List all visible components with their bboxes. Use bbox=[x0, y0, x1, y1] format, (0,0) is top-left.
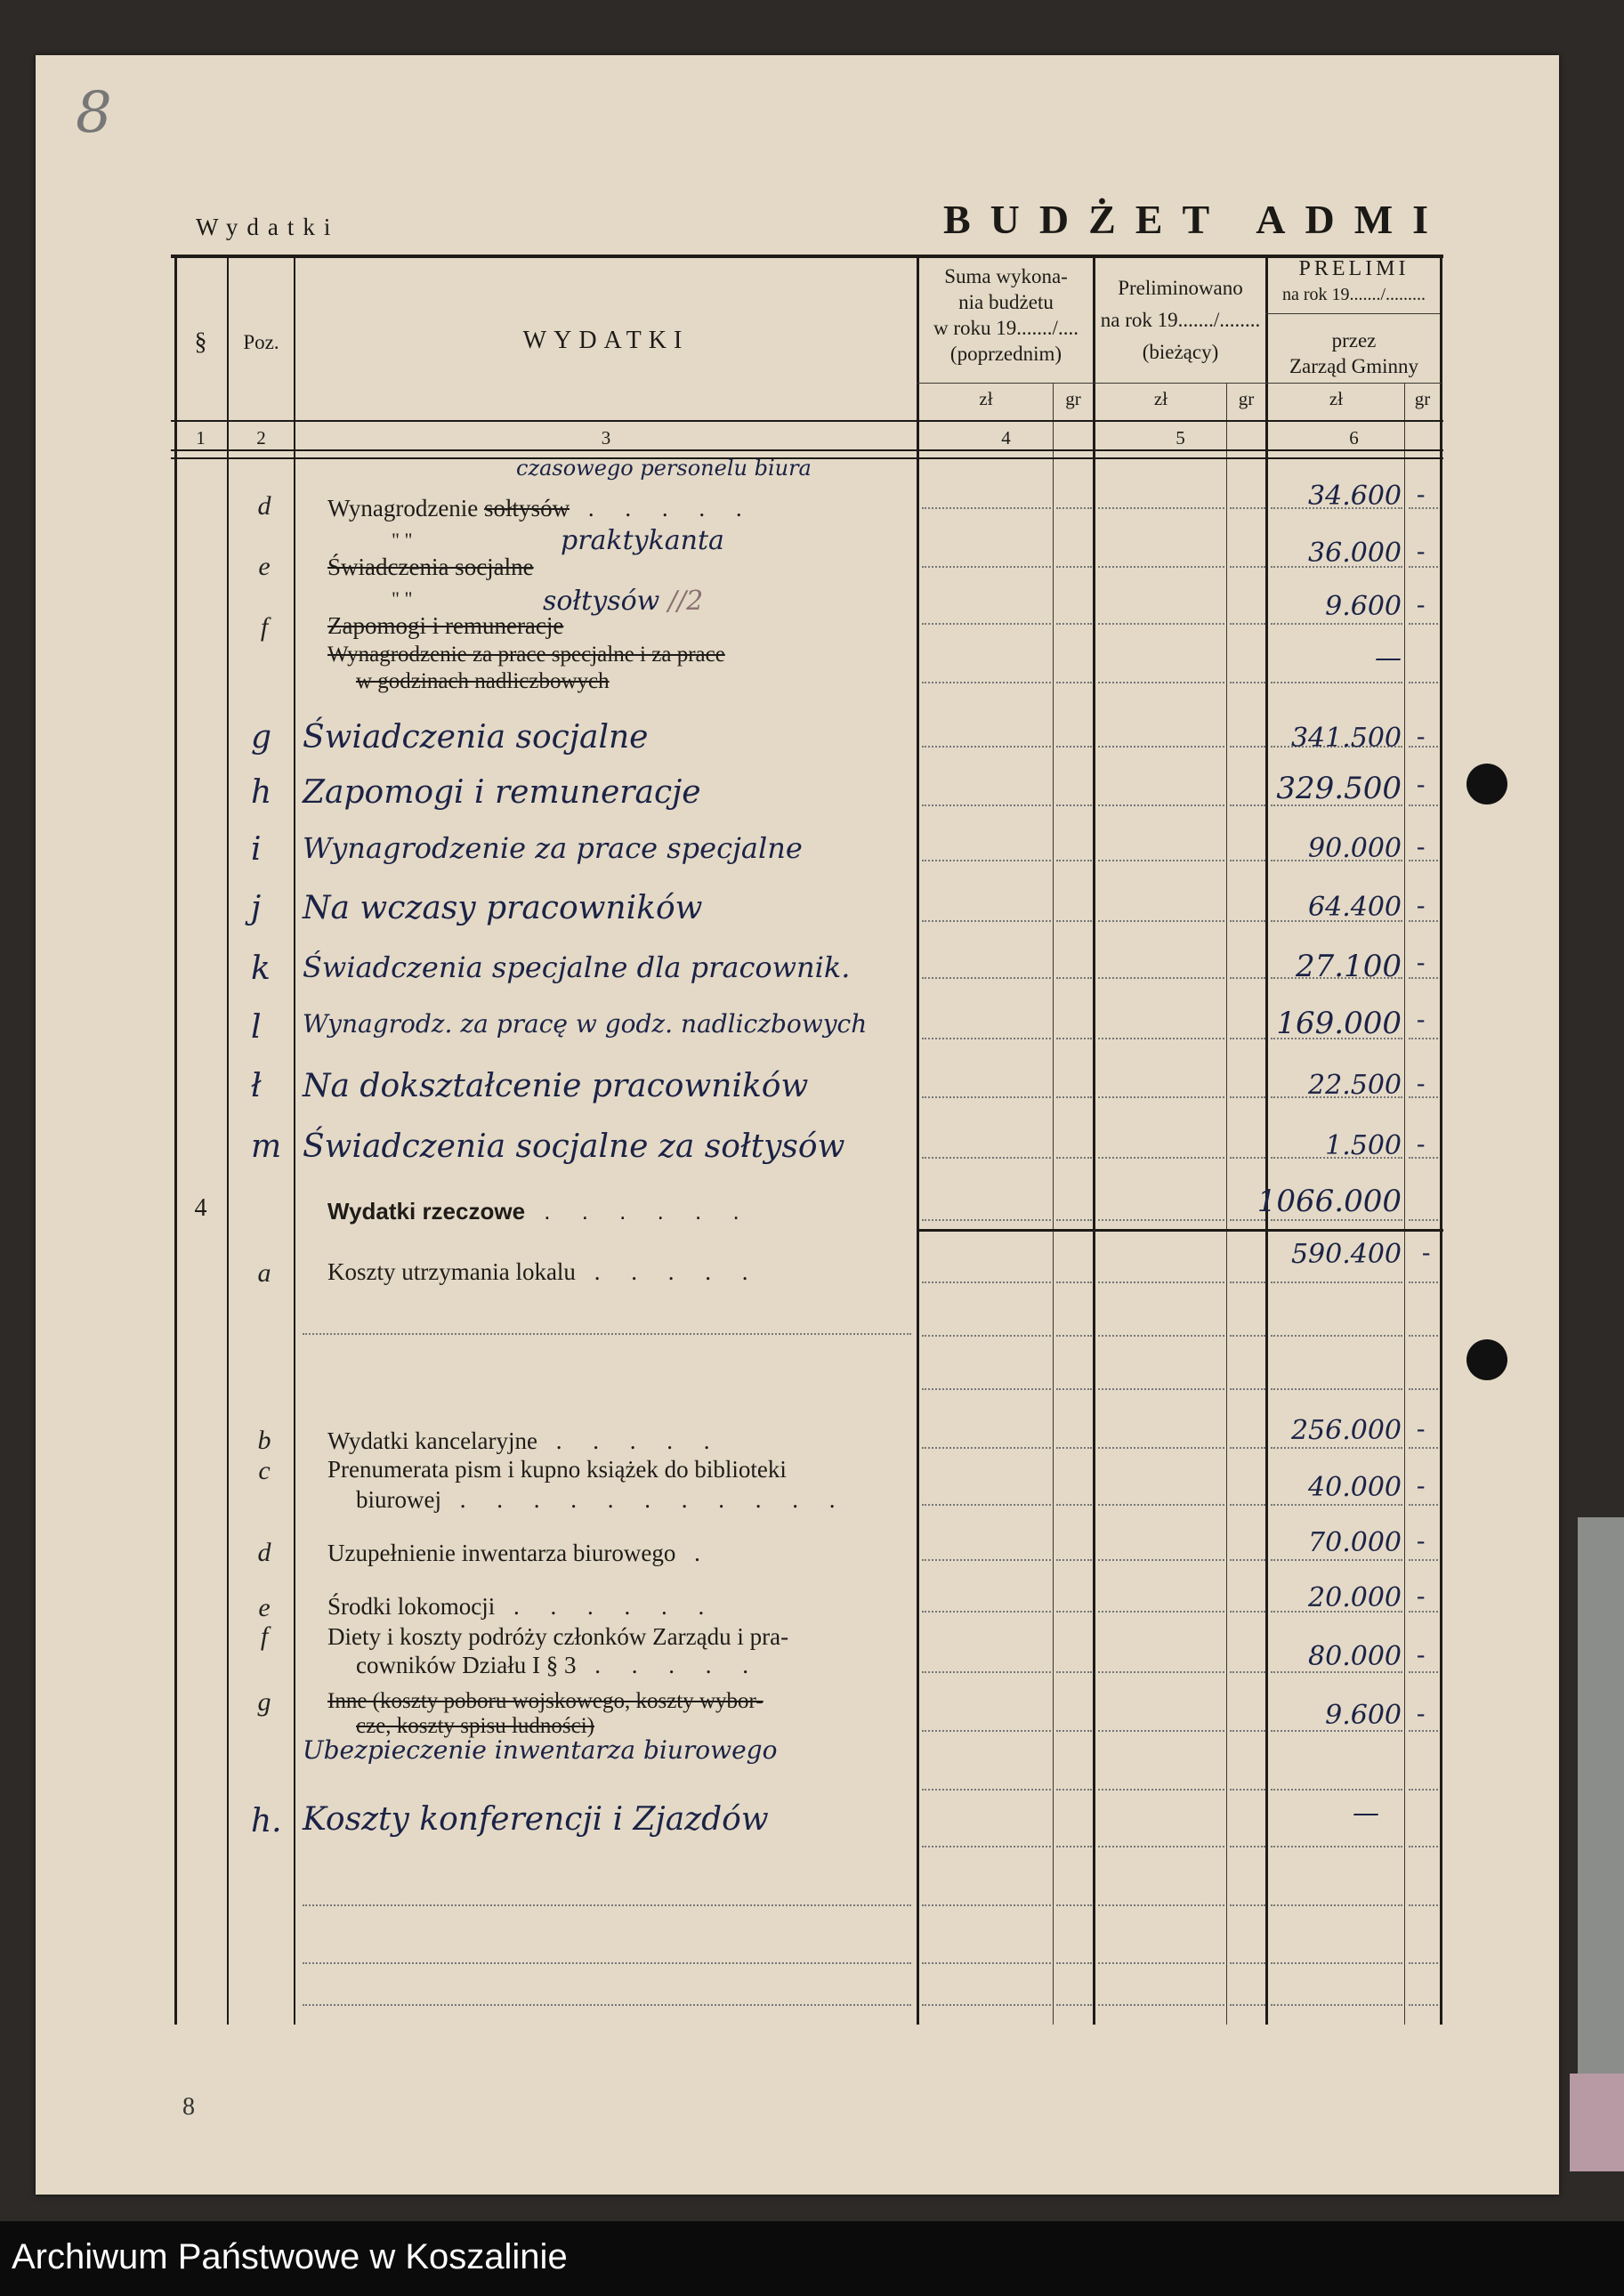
dotted-row-rule bbox=[1056, 1157, 1092, 1159]
row-gr: - bbox=[1417, 723, 1426, 750]
dotted-row-rule bbox=[1409, 1038, 1438, 1039]
dotted-row-rule bbox=[922, 920, 1051, 922]
row-text-struck: cze, koszty spisu ludności) bbox=[356, 1714, 595, 1738]
dotted-row-rule bbox=[1409, 1447, 1438, 1449]
dotted-row-rule bbox=[1230, 1219, 1265, 1221]
dotted-row-rule bbox=[1056, 623, 1092, 625]
section-title: Wydatki rzeczowe . . . . . . bbox=[327, 1198, 752, 1225]
dotted-row-rule bbox=[922, 1388, 1051, 1390]
dotted-row-rule bbox=[1056, 1846, 1092, 1847]
row-poz: j bbox=[251, 890, 262, 926]
dotted-row-rule bbox=[1056, 1281, 1092, 1283]
row-poz: c bbox=[258, 1456, 271, 1485]
row-gr: - bbox=[1417, 949, 1426, 976]
dotted-row-rule bbox=[1098, 860, 1224, 861]
dotted-row-rule bbox=[1271, 2004, 1402, 2006]
row-amount: 329.500 bbox=[1276, 771, 1402, 806]
row-poz: e bbox=[258, 1593, 271, 1622]
col-number: 1 bbox=[196, 427, 206, 449]
handwritten-insert: praktykanta bbox=[561, 525, 724, 556]
dotted-row-rule bbox=[1098, 1335, 1224, 1337]
row-gr: - bbox=[1417, 1582, 1426, 1610]
row-gr: - bbox=[1417, 481, 1426, 508]
dotted-row-rule bbox=[922, 566, 1051, 568]
row-poz: b bbox=[257, 1426, 271, 1455]
dotted-text-rule bbox=[303, 1333, 911, 1335]
row-poz: k bbox=[251, 950, 271, 987]
row-gr: - bbox=[1417, 1070, 1426, 1097]
row-amount: 256.000 bbox=[1290, 1415, 1402, 1446]
dotted-row-rule bbox=[1098, 1157, 1224, 1159]
dotted-row-rule bbox=[1409, 1846, 1438, 1847]
dotted-row-rule bbox=[1098, 1388, 1224, 1390]
header-title: BUDŻET ADMI bbox=[943, 197, 1449, 242]
dotted-text-rule bbox=[303, 2004, 911, 2006]
dotted-row-rule bbox=[1056, 1789, 1092, 1791]
dotted-row-rule bbox=[1271, 1335, 1402, 1337]
dotted-row-rule bbox=[1056, 977, 1092, 979]
dotted-row-rule bbox=[1409, 1388, 1438, 1390]
dotted-row-rule bbox=[1098, 1281, 1224, 1283]
dotted-row-rule bbox=[1098, 1504, 1224, 1506]
col5-header: Preliminowano na rok 19......./........ (bieżący) bbox=[1100, 277, 1261, 363]
dotted-row-rule bbox=[1056, 507, 1092, 509]
row-amount: 9.600 bbox=[1325, 1700, 1402, 1731]
row-gr: - bbox=[1417, 771, 1426, 798]
handwritten-row-text: Świadczenia socjalne za sołtysów bbox=[303, 1128, 845, 1165]
row-amount: 20.000 bbox=[1308, 1582, 1402, 1613]
row-gr: - bbox=[1417, 1006, 1426, 1033]
row-amount: 169.000 bbox=[1276, 1006, 1402, 1041]
dotted-row-rule bbox=[922, 1157, 1051, 1159]
dotted-row-rule bbox=[1271, 1789, 1402, 1791]
dotted-row-rule bbox=[1056, 1504, 1092, 1506]
col-divider bbox=[294, 258, 295, 2025]
row-gr: - bbox=[1417, 1700, 1426, 1727]
dotted-text-rule bbox=[303, 1962, 911, 1964]
row-poz: f bbox=[260, 1621, 269, 1651]
dotted-row-rule bbox=[1271, 682, 1402, 683]
col-number: 4 bbox=[1001, 427, 1011, 449]
row-text-struck: Wynagrodzenie za prace specjalne i za prace bbox=[327, 643, 725, 667]
col4-header: Suma wykona- nia budżetu w roku 19......./.... (poprzednim) bbox=[933, 265, 1079, 365]
row-text-struck: Zapomogi i remuneracje bbox=[327, 612, 564, 639]
dotted-row-rule bbox=[1056, 1730, 1092, 1732]
row-text-struck: w godzinach nadliczbowych bbox=[356, 669, 610, 693]
dotted-row-rule bbox=[1098, 1447, 1224, 1449]
dotted-row-rule bbox=[1056, 1219, 1092, 1221]
row-gr: - bbox=[1417, 833, 1426, 861]
dotted-row-rule bbox=[1056, 746, 1092, 748]
handwritten-row-text: Wynagrodz. za pracę w godz. nadliczbowych bbox=[303, 1009, 868, 1039]
dotted-row-rule bbox=[1271, 1281, 1402, 1283]
dotted-row-rule bbox=[1409, 804, 1438, 806]
dotted-row-rule bbox=[1056, 1559, 1092, 1561]
dotted-row-rule bbox=[1056, 1904, 1092, 1906]
dotted-row-rule bbox=[1409, 1904, 1438, 1906]
row-text-struck: Inne (koszty poboru wojskowego, koszty wybor- bbox=[327, 1689, 764, 1713]
zl-label: zł bbox=[1153, 388, 1168, 409]
row-poz: g bbox=[257, 1687, 271, 1717]
dotted-row-rule bbox=[1271, 1504, 1402, 1506]
row-poz: g bbox=[251, 719, 272, 756]
dotted-row-rule bbox=[922, 1671, 1051, 1673]
dotted-row-rule bbox=[1098, 1730, 1224, 1732]
dotted-row-rule bbox=[922, 804, 1051, 806]
row-gr: - bbox=[1417, 538, 1426, 565]
handwritten-insert: czasowego personelu biura bbox=[516, 456, 812, 481]
dotted-row-rule bbox=[1098, 623, 1224, 625]
dotted-row-rule bbox=[1056, 1096, 1092, 1098]
dotted-row-rule bbox=[1409, 682, 1438, 683]
dotted-row-rule bbox=[1409, 1611, 1438, 1613]
row-text-struck: Świadczenia socjalne bbox=[327, 554, 534, 580]
dotted-row-rule bbox=[1056, 920, 1092, 922]
row-amount: 70.000 bbox=[1308, 1527, 1402, 1558]
handwritten-row-text: Zapomogi i remuneracje bbox=[303, 774, 701, 811]
row-amount: — bbox=[1353, 1798, 1379, 1829]
dotted-row-rule bbox=[1230, 1388, 1265, 1390]
dotted-row-rule bbox=[1098, 804, 1224, 806]
handwritten-row-text: Ubezpieczenie inwentarza biurowego bbox=[303, 1735, 778, 1765]
dotted-row-rule bbox=[1409, 977, 1438, 979]
row-gr: - bbox=[1417, 1641, 1426, 1669]
row-text: Wynagrodzenie sołtysów . . . . . bbox=[327, 495, 755, 521]
section-number: 4 bbox=[194, 1194, 207, 1222]
dotted-row-rule bbox=[1098, 746, 1224, 748]
dotted-row-rule bbox=[1098, 920, 1224, 922]
row-amount: 90.000 bbox=[1308, 833, 1402, 864]
dotted-row-rule bbox=[1230, 623, 1265, 625]
dotted-row-rule bbox=[1230, 2004, 1265, 2006]
dotted-row-rule bbox=[1056, 860, 1092, 861]
dotted-row-rule bbox=[1230, 1559, 1265, 1561]
col-header-wydatki: WYDATKI bbox=[522, 327, 690, 354]
dotted-row-rule bbox=[1056, 1038, 1092, 1039]
dotted-row-rule bbox=[1271, 1219, 1402, 1221]
dotted-row-rule bbox=[1098, 2004, 1224, 2006]
dotted-row-rule bbox=[1409, 2004, 1438, 2006]
row-poz: d bbox=[257, 1538, 271, 1567]
row-amount: 36.000 bbox=[1308, 538, 1402, 569]
row-amount: 40.000 bbox=[1308, 1472, 1402, 1503]
row-amount: 9.600 bbox=[1325, 591, 1402, 622]
dotted-row-rule bbox=[922, 977, 1051, 979]
punch-hole bbox=[1466, 764, 1507, 804]
col-number: 2 bbox=[256, 427, 266, 449]
dotted-row-rule bbox=[1409, 1962, 1438, 1964]
row-amount: 27.100 bbox=[1296, 949, 1402, 984]
dotted-row-rule bbox=[1098, 566, 1224, 568]
dotted-row-rule bbox=[1230, 1504, 1265, 1506]
dotted-row-rule bbox=[1230, 1335, 1265, 1337]
dotted-row-rule bbox=[922, 1904, 1051, 1906]
row-poz: e bbox=[258, 552, 271, 581]
row-amount: 22.500 bbox=[1308, 1070, 1402, 1101]
table-top-border bbox=[171, 255, 1443, 258]
dotted-row-rule bbox=[1409, 1559, 1438, 1561]
dotted-row-rule bbox=[1409, 1671, 1438, 1673]
row-text: Środki lokomocji . . . . . . bbox=[327, 1593, 717, 1620]
row-gr: - bbox=[1417, 591, 1426, 618]
row-text: Wydatki kancelaryjne . . . . . bbox=[327, 1427, 723, 1454]
archive-name: Archiwum Państwowe w Koszalinie bbox=[12, 2237, 568, 2276]
row-text: Prenumerata pism i kupno książek do biblioteki bbox=[327, 1456, 787, 1483]
dotted-row-rule bbox=[1409, 1281, 1438, 1283]
dotted-row-rule bbox=[1409, 623, 1438, 625]
dotted-row-rule bbox=[1098, 977, 1224, 979]
gr-divider bbox=[1053, 383, 1054, 2025]
dotted-row-rule bbox=[922, 1335, 1051, 1337]
row-amount: 1.500 bbox=[1325, 1130, 1402, 1161]
dotted-row-rule bbox=[1409, 1730, 1438, 1732]
header-wydatki: Wydatki bbox=[196, 214, 340, 240]
header-line bbox=[917, 383, 1442, 384]
row-amount: 34.600 bbox=[1308, 481, 1402, 512]
dotted-row-rule bbox=[922, 682, 1051, 683]
ditto-marks: " " bbox=[392, 529, 413, 551]
dotted-row-rule bbox=[1056, 804, 1092, 806]
dotted-row-rule bbox=[1230, 1281, 1265, 1283]
col-divider bbox=[1093, 258, 1095, 2025]
col-divider bbox=[917, 258, 919, 2025]
gr-label: gr bbox=[1414, 388, 1431, 409]
dotted-row-rule bbox=[1271, 1388, 1402, 1390]
dotted-row-rule bbox=[922, 746, 1051, 748]
dotted-row-rule bbox=[922, 1096, 1051, 1098]
handwritten-insert: sołtysów //2 bbox=[543, 586, 704, 617]
adjacent-page-edge-2 bbox=[1570, 2074, 1624, 2171]
col-number: 5 bbox=[1176, 427, 1185, 449]
row-poz: h bbox=[251, 774, 272, 811]
row-text: cowników Działu I § 3 . . . . . bbox=[356, 1652, 761, 1678]
col-number: 3 bbox=[601, 427, 611, 449]
dotted-row-rule bbox=[1230, 1447, 1265, 1449]
col-divider bbox=[227, 258, 229, 2025]
dotted-row-rule bbox=[922, 860, 1051, 861]
row-text: biurowej . . . . . . . . . . . bbox=[356, 1486, 848, 1513]
adjacent-page-edge bbox=[1578, 1517, 1624, 2140]
dotted-row-rule bbox=[922, 1962, 1051, 1964]
dotted-row-rule bbox=[922, 1559, 1051, 1561]
dotted-row-rule bbox=[1056, 1962, 1092, 1964]
dotted-row-rule bbox=[1056, 1388, 1092, 1390]
row-poz: i bbox=[251, 831, 262, 868]
dotted-row-rule bbox=[922, 1611, 1051, 1613]
dotted-row-rule bbox=[922, 1504, 1051, 1506]
col6-header-sub: przez Zarząd Gminny bbox=[1289, 329, 1418, 377]
row-poz: ł bbox=[251, 1068, 262, 1104]
gr-divider bbox=[1404, 383, 1405, 2025]
row-gr: - bbox=[1417, 1415, 1426, 1443]
dotted-row-rule bbox=[1271, 1447, 1402, 1449]
dotted-row-rule bbox=[1230, 1962, 1265, 1964]
row-gr: - bbox=[1417, 1472, 1426, 1500]
dotted-text-rule bbox=[303, 1904, 911, 1906]
dotted-row-rule bbox=[1098, 682, 1224, 683]
gr-label: gr bbox=[1065, 388, 1081, 409]
punch-hole bbox=[1466, 1339, 1507, 1380]
dotted-row-rule bbox=[1098, 1096, 1224, 1098]
row-poz: a bbox=[257, 1258, 271, 1288]
dotted-row-rule bbox=[1098, 1038, 1224, 1039]
dotted-row-rule bbox=[922, 2004, 1051, 2006]
row-gr: - bbox=[1417, 892, 1426, 919]
dotted-row-rule bbox=[922, 623, 1051, 625]
dotted-row-rule bbox=[922, 1846, 1051, 1847]
dotted-row-rule bbox=[1098, 1611, 1224, 1613]
dotted-row-rule bbox=[1271, 1962, 1402, 1964]
dotted-row-rule bbox=[1056, 1611, 1092, 1613]
dotted-row-rule bbox=[1056, 1335, 1092, 1337]
row-poz: h. bbox=[251, 1803, 282, 1839]
table-right-border bbox=[1440, 258, 1442, 2025]
zl-label: zł bbox=[979, 388, 993, 409]
dotted-row-rule bbox=[922, 1789, 1051, 1791]
row-text: Uzupełnienie inwentarza biurowego . bbox=[327, 1540, 713, 1566]
handwritten-row-text: Wynagrodzenie za prace specjalne bbox=[303, 831, 803, 865]
gr-label: gr bbox=[1238, 388, 1255, 409]
row-poz: m bbox=[251, 1128, 282, 1165]
dotted-row-rule bbox=[1271, 1559, 1402, 1561]
dotted-row-rule bbox=[1056, 2004, 1092, 2006]
dotted-row-rule bbox=[922, 1730, 1051, 1732]
col-header-poz: Poz. bbox=[243, 331, 279, 353]
dotted-row-rule bbox=[1271, 623, 1402, 625]
row-amount: 341.500 bbox=[1290, 723, 1402, 754]
col-header-sec: § bbox=[194, 328, 207, 356]
page-number: 8 bbox=[182, 2093, 195, 2121]
dotted-row-rule bbox=[1271, 1904, 1402, 1906]
subtotal-line bbox=[917, 1229, 1443, 1232]
zl-label: zł bbox=[1329, 388, 1344, 409]
header-line bbox=[1265, 313, 1440, 314]
dotted-row-rule bbox=[1409, 1335, 1438, 1337]
handwritten-row-text: Świadczenia specjalne dla pracownik. bbox=[303, 950, 851, 984]
row-poz: d bbox=[257, 491, 271, 521]
dotted-row-rule bbox=[1098, 1671, 1224, 1673]
handwritten-row-text: Koszty konferencji i Zjazdów bbox=[303, 1801, 769, 1838]
pencil-page-mark: 8 bbox=[76, 80, 112, 146]
dotted-row-rule bbox=[1271, 1846, 1402, 1847]
row-poz: l bbox=[251, 1009, 262, 1046]
table-left-border bbox=[174, 258, 177, 2025]
ditto-marks: " " bbox=[392, 587, 413, 610]
dotted-row-rule bbox=[1230, 1789, 1265, 1791]
dotted-row-rule bbox=[1056, 1447, 1092, 1449]
row-amount: 590.400 bbox=[1290, 1239, 1402, 1270]
dotted-row-rule bbox=[922, 507, 1051, 509]
col6-header: PRELIMI na rok 19......./......... bbox=[1281, 257, 1426, 304]
dotted-row-rule bbox=[1056, 566, 1092, 568]
archive-footer bbox=[0, 2221, 1624, 2296]
dotted-row-rule bbox=[1230, 682, 1265, 683]
row-amount: 80.000 bbox=[1308, 1641, 1402, 1672]
dotted-row-rule bbox=[1409, 1219, 1438, 1221]
handwritten-row-text: Świadczenia socjalne bbox=[303, 719, 649, 756]
dotted-row-rule bbox=[1056, 1671, 1092, 1673]
row-text: Diety i koszty podróży członków Zarządu i pra- bbox=[327, 1623, 789, 1650]
handwritten-row-text: Na dokształcenie pracowników bbox=[303, 1068, 809, 1104]
dotted-row-rule bbox=[922, 1447, 1051, 1449]
dotted-row-rule bbox=[922, 1038, 1051, 1039]
header-line bbox=[171, 420, 1443, 422]
gr-divider bbox=[1226, 383, 1227, 2025]
dotted-row-rule bbox=[1409, 1504, 1438, 1506]
dotted-row-rule bbox=[922, 1281, 1051, 1283]
dotted-row-rule bbox=[1409, 920, 1438, 922]
dotted-row-rule bbox=[1098, 1219, 1224, 1221]
dotted-row-rule bbox=[1098, 1789, 1224, 1791]
dotted-row-rule bbox=[1098, 1846, 1224, 1847]
dotted-row-rule bbox=[1230, 1904, 1265, 1906]
dotted-row-rule bbox=[1409, 566, 1438, 568]
row-gr: - bbox=[1417, 1130, 1426, 1158]
row-gr: - bbox=[1417, 1527, 1426, 1555]
dotted-row-rule bbox=[1098, 1962, 1224, 1964]
dotted-row-rule bbox=[1098, 1904, 1224, 1906]
dotted-row-rule bbox=[1098, 507, 1224, 509]
dotted-row-rule bbox=[1409, 1789, 1438, 1791]
row-gr: - bbox=[1422, 1239, 1431, 1266]
dotted-row-rule bbox=[922, 1219, 1051, 1221]
handwritten-row-text: Na wczasy pracowników bbox=[303, 890, 703, 926]
row-text: Koszty utrzymania lokalu . . . . . bbox=[327, 1258, 761, 1285]
dotted-row-rule bbox=[1098, 1559, 1224, 1561]
col-number: 6 bbox=[1349, 427, 1359, 449]
section-total: 1066.000 bbox=[1256, 1184, 1402, 1219]
row-amount: 64.400 bbox=[1308, 892, 1402, 923]
dotted-row-rule bbox=[1230, 1846, 1265, 1847]
dotted-row-rule bbox=[1056, 682, 1092, 683]
header-line bbox=[171, 449, 1443, 451]
row-poz: f bbox=[260, 612, 269, 642]
row-amount: — bbox=[1375, 643, 1402, 674]
